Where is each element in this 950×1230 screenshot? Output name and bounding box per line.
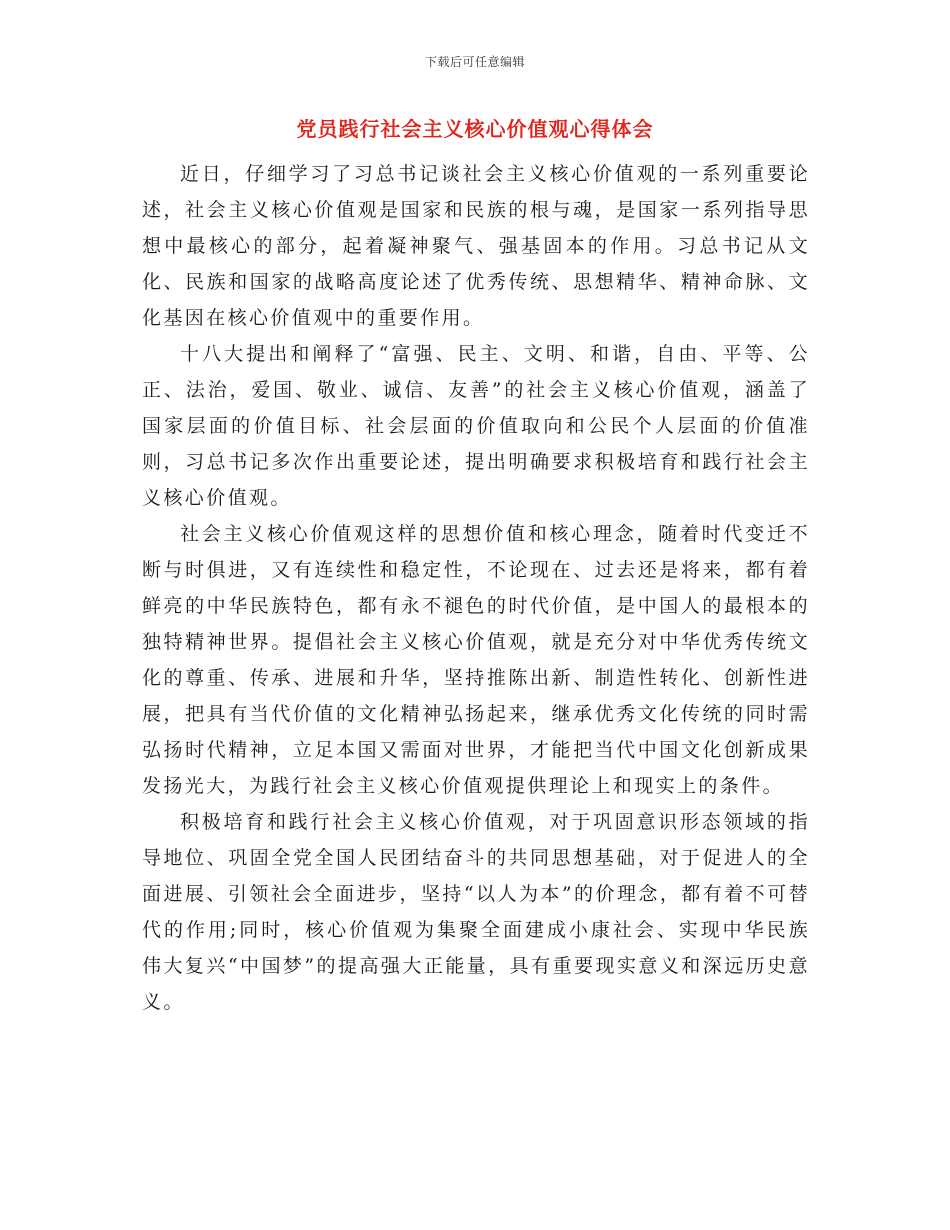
page-header-note: 下载后可任意编辑	[424, 55, 525, 69]
document-body	[142, 156, 810, 1020]
body-paragraph-1: 近日，仔细学习了习总书记谈社会主义核心价值观的一系列重要论述，社会主义核心价值观是国家和民族的根与魂，是国家一系列指导思想中最核心的部分，起着凝神聚气、强基固本的作用。习总书记从文化、民族和国家的战略高度论述了优秀传统、思想精华、精神命脉、文化基因在核心价值观中的重要作用。	[142, 163, 810, 329]
body-paragraph-3: 社会主义核心价值观这样的思想价值和核心理念，随着时代变迁不断与时俱进，又有连续性和稳定性，不论现在、过去还是将来，都有着鲜亮的中华民族特色，都有永不褪色的时代价值，是中国人的最根本的独特精神世界。提倡社会主义核心价值观，就是充分对中华优秀传统文化的尊重、传承、进展和升华，坚持推陈出新、制造性转化、创新性进展，把具有当代价值的文化精神弘扬起来，继承优秀文化传统的同时需弘扬时代精神，立足本国又需面对世界，才能把当代中国文化创新成果发扬光大，为践行社会主义核心价值观提供理论上和现实上的条件。	[142, 523, 810, 797]
body-paragraph-4: 积极培育和践行社会主义核心价值观，对于巩固意识形态领域的指导地位、巩固全党全国人民团结奋斗的共同思想基础，对于促进人的全面进展、引领社会全面进步，坚持“以人为本”的价理念，都有着不可替代的作用;同时，核心价值观为集聚全面建成小康社会、实现中华民族伟大复兴“中国梦”的提高强大正能量，具有重要现实意义和深远历史意义。	[142, 811, 810, 1013]
document-title: 党员践行社会主义核心价值观心得体会	[296, 117, 654, 141]
body-paragraph-2: 十八大提出和阐释了“富强、民主、文明、和谐，自由、平等、公正、法治，爱国、敬业、诚信、友善”的社会主义核心价值观，涵盖了国家层面的价值目标、社会层面的价值取向和公民个人层面的价值准则，习总书记多次作出重要论述，提出明确要求积极培育和践行社会主义核心价值观。	[142, 343, 810, 509]
